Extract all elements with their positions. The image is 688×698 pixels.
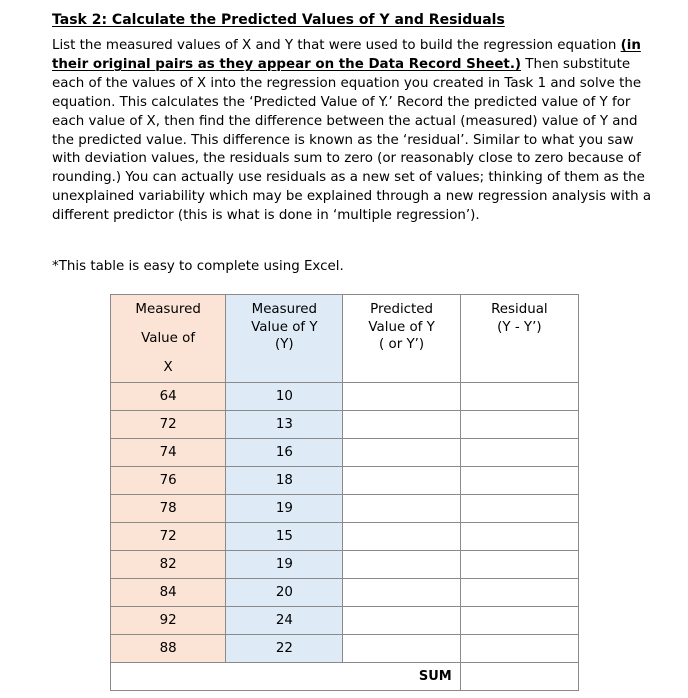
predicted-y-cell[interactable] xyxy=(343,607,460,635)
predicted-y-cell[interactable] xyxy=(343,439,460,467)
residual-cell[interactable] xyxy=(460,467,578,495)
table-row xyxy=(111,551,579,579)
residual-cell[interactable] xyxy=(460,607,578,635)
header-predicted-line3: ( or Y’) xyxy=(379,337,425,352)
predicted-y-cell[interactable] xyxy=(343,551,460,579)
measured-y-cell: 20 xyxy=(226,579,343,607)
header-residual xyxy=(460,295,578,383)
measured-x-cell: 82 xyxy=(111,551,226,579)
measured-y-cell: 19 xyxy=(226,495,343,523)
excel-note: *This table is easy to complete using Excel. xyxy=(52,259,344,274)
table-row xyxy=(111,607,579,635)
sum-residual-cell[interactable] xyxy=(460,663,578,691)
header-measured-y-line3: (Y) xyxy=(275,337,294,352)
residuals-table xyxy=(110,294,579,691)
sum-label: SUM xyxy=(111,663,461,691)
table-row xyxy=(111,635,579,663)
residual-cell[interactable] xyxy=(460,523,578,551)
header-predicted xyxy=(343,295,460,383)
header-predicted-line1: Predicted xyxy=(370,302,434,317)
predicted-y-cell[interactable] xyxy=(343,411,460,439)
measured-x-cell: 92 xyxy=(111,607,226,635)
header-row xyxy=(111,295,579,383)
header-measured-x-line1: Measured xyxy=(135,302,201,317)
instructions-emphasis: (in their original pairs as they appear on the Data Record Sheet.) xyxy=(52,38,641,72)
header-measured-y xyxy=(226,295,343,383)
task-title: Task 2: Calculate the Predicted Values of Y and Residuals xyxy=(52,12,505,28)
measured-y-cell: 13 xyxy=(226,411,343,439)
predicted-y-cell[interactable] xyxy=(343,495,460,523)
residual-cell[interactable] xyxy=(460,551,578,579)
measured-x-cell: 72 xyxy=(111,523,226,551)
table-row xyxy=(111,495,579,523)
measured-x-cell: 84 xyxy=(111,579,226,607)
measured-x-cell: 78 xyxy=(111,495,226,523)
instructions-part1: List the measured values of X and Y that were used to build the regression equation xyxy=(52,38,621,53)
predicted-y-cell[interactable] xyxy=(343,579,460,607)
header-measured-x xyxy=(111,295,226,383)
measured-y-cell: 19 xyxy=(226,551,343,579)
measured-x-cell: 64 xyxy=(111,383,226,411)
table-row xyxy=(111,439,579,467)
table-row xyxy=(111,383,579,411)
table-row xyxy=(111,523,579,551)
header-measured-x-line3: X xyxy=(163,360,173,375)
residual-cell[interactable] xyxy=(460,635,578,663)
instructions-part2: Then substitute each of the values of X into the regression equation you created in Task 1 and solve the equation. This calculates the ‘Predicted Value of Y.’ Record the predicted value of Y for each value of X, then find the difference between the actual (measured) value of Y and the predicted value. This difference is known as the ‘residual’. Similar to what you saw with deviation values, the residuals sum to zero (or reasonably close to zero because of rounding.) You can actually use residuals as a new set of values; thinking of them as the unexplained variability which may be explained through a new regression analysis with a different predictor (this is what is done in ‘multiple regression’). xyxy=(52,56,652,224)
residual-cell[interactable] xyxy=(460,383,578,411)
predicted-y-cell[interactable] xyxy=(343,523,460,551)
header-measured-y-line2: Value of Y xyxy=(251,319,318,335)
measured-y-cell: 18 xyxy=(226,467,343,495)
measured-x-cell: 72 xyxy=(111,411,226,439)
header-measured-x-line2: Value of xyxy=(141,331,196,346)
predicted-y-cell[interactable] xyxy=(343,635,460,663)
measured-x-cell: 74 xyxy=(111,439,226,467)
predicted-y-cell[interactable] xyxy=(343,467,460,495)
measured-y-cell: 15 xyxy=(226,523,343,551)
measured-y-cell: 24 xyxy=(226,607,343,635)
residual-cell[interactable] xyxy=(460,411,578,439)
header-predicted-line2: Value of Y xyxy=(368,319,435,335)
measured-y-cell: 22 xyxy=(226,635,343,663)
header-residual-line2: (Y - Y’) xyxy=(497,319,542,335)
measured-x-cell: 76 xyxy=(111,467,226,495)
instructions-paragraph xyxy=(52,37,652,226)
header-residual-line1: Residual xyxy=(491,302,548,317)
measured-y-cell: 10 xyxy=(226,383,343,411)
table-row xyxy=(111,411,579,439)
sum-row xyxy=(111,663,579,691)
residual-cell[interactable] xyxy=(460,495,578,523)
predicted-y-cell[interactable] xyxy=(343,383,460,411)
measured-x-cell: 88 xyxy=(111,635,226,663)
header-measured-y-line1: Measured xyxy=(251,302,318,317)
residual-cell[interactable] xyxy=(460,579,578,607)
residual-cell[interactable] xyxy=(460,439,578,467)
table-row xyxy=(111,467,579,495)
table-row xyxy=(111,579,579,607)
measured-y-cell: 16 xyxy=(226,439,343,467)
